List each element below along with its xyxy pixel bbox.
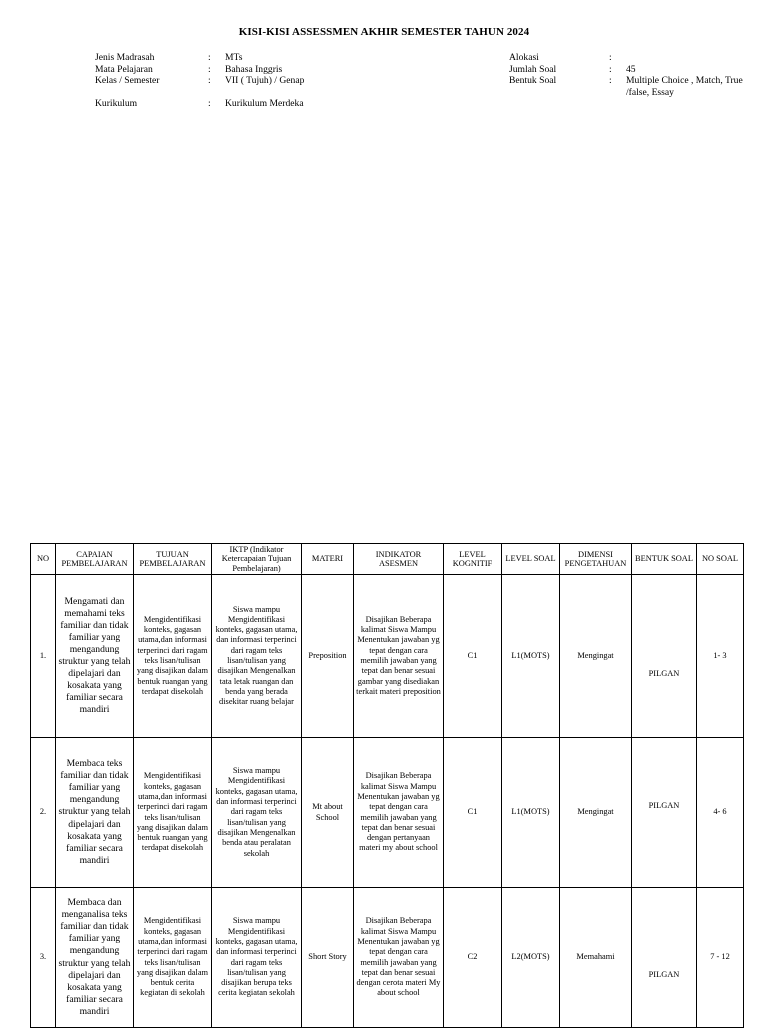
document-title: KISI-KISI ASSESSMEN AKHIR SEMESTER TAHUN 2024 [238,26,530,38]
cell-no-soal: 1- 3 [697,575,744,738]
table-row [31,575,744,738]
bentuk-soal-text: PILGAN [648,668,680,678]
info-value: Kurikulum Merdeka [225,97,304,109]
info-label: Jenis Madrasah [95,52,155,63]
info-row-mata-pelajaran [95,64,304,76]
header-cell: LEVEL SOAL [502,544,560,575]
info-row-jumlah-soal [509,64,751,76]
info-label: Bentuk Soal [509,75,557,86]
info-label: Kelas / Semester [95,75,160,86]
header-cell: BENTUK SOAL [632,544,697,575]
info-row-jenis-madrasah [95,52,304,64]
info-separator: : [208,63,211,75]
info-value: VII ( Tujuh) / Genap [225,75,305,86]
info-separator: : [208,52,211,63]
info-label: Mata Pelajaran [95,63,153,75]
header-cell: TUJUAN PEMBELAJARAN [134,544,212,575]
header-info-left [95,52,304,109]
cell-tujuan: Mengidentifikasi konteks, gagasan utama,dan informasi terperinci dari ragam teks lisan/tulisan yang disajikan dalam bentuk ruangan yang terdapat disekolah [134,738,212,888]
info-value: MTs [225,52,243,63]
info-value: Bahasa Inggris [225,63,283,75]
cell-level-soal: L2(MOTS) [502,888,560,1028]
cell-no: 1. [31,575,56,738]
cell-level-kognitif: C2 [444,888,502,1028]
info-value [626,52,751,64]
cell-bentuk-soal [632,575,697,738]
table-row [31,888,744,1028]
cell-tujuan: Mengidentifikasi konteks, gagasan utama,dan informasi terperinci dari ragam teks lisan/tulisan yang disajikan dalam bentuk cerita kegiatan di sekolah [134,888,212,1028]
cell-tujuan: Mengidentifikasi konteks, gagasan utama,dan informasi terperinci dari ragam teks lisan/tulisan yang disajikan dalam bentuk ruangan yang terdapat disekolah [134,575,212,738]
cell-dimensi: Mengingat [560,738,632,888]
info-label: Alokasi [509,52,539,63]
cell-capaian: Membaca teks familiar dan tidak familiar yang mengandung struktur yang telah dipelajari dan kosakata yang familiar secara mandiri [56,738,134,888]
info-value: 45 [626,63,636,75]
info-row-alokasi [509,52,751,64]
cell-indikator: Disajikan Beberapa kalimat Siswa Mampu Menentukan jawaban yg tepat dengan cara memilih jawaban yang tepat dan benar sesuai dengan cerota materi My about school [354,888,444,1028]
cell-bentuk-soal [632,738,697,888]
header-cell: NO SOAL [697,544,744,575]
info-row-bentuk-soal [509,75,751,98]
kisi-kisi-table [30,543,744,1028]
info-row-kurikulum [95,98,304,110]
cell-capaian: Mengamati dan memahami teks familiar dan tidak familiar yang mengandung struktur yang telah dipelajari dan kosakata yang familiar secara mandiri [56,575,134,738]
header-cell: CAPAIAN PEMBELAJARAN [56,544,134,575]
info-separator: : [208,97,211,109]
cell-no-soal: 7 - 12 [697,888,744,1028]
table-header-row [31,544,744,575]
cell-capaian: Membaca dan menganalisa teks familiar dan tidak familiar yang mengandung struktur yang telah dipelajari dan kosakata yang familiar secara mandiri [56,888,134,1028]
cell-dimensi: Memahami [560,888,632,1028]
bentuk-soal-text: PILGAN [648,801,680,811]
header-cell: INDIKATOR ASESMEN [354,544,444,575]
header-cell: MATERI [302,544,354,575]
cell-level-kognitif: C1 [444,738,502,888]
cell-level-kognitif: C1 [444,575,502,738]
cell-no-soal: 4- 6 [697,738,744,888]
info-separator: : [208,75,211,86]
info-value: Multiple Choice , Match, True /false, Essay [626,75,743,98]
cell-indikator: Disajikan Beberapa kalimat Siswa Mampu Menentukan jawaban yg tepat dengan cara memilih jawaban yang tepat dan benar sesuai dengan pertanyaan materi my about school [354,738,444,888]
header-cell: IKTP (Indikator Ketercapaian Tujuan Pembelajaran) [212,544,302,575]
info-label: Kurikulum [95,97,138,109]
cell-level-soal: L1(MOTS) [502,575,560,738]
cell-no: 2. [31,738,56,888]
cell-dimensi: Mengingat [560,575,632,738]
info-separator: : [609,63,612,75]
header-info-right [509,52,751,98]
header-cell: LEVEL KOGNITIF [444,544,502,575]
info-separator: : [609,52,612,63]
cell-materi: Preposition [302,575,354,738]
table-row [31,738,744,888]
cell-iktp: Siswa mampu Mengidentifikasi konteks, gagasan utama, dan informasi terperinci dari ragam teks lisan/tulisan yang disajikan Mengenalkan tata letak ruangan dan benda yang berada disekitar ruang belajar [212,575,302,738]
cell-level-soal: L1(MOTS) [502,738,560,888]
cell-iktp: Siswa mampu Mengidentifikasi konteks, gagasan utama, dan informasi terperinci dari ragam teks lisan/tulisan yang disajikan Mengenalkan benda atau peralatan sekolah [212,738,302,888]
header-cell: DIMENSI PENGETAHUAN [560,544,632,575]
cell-no: 3. [31,888,56,1028]
cell-materi: Mt about School [302,738,354,888]
cell-iktp: Siswa mampu Mengidentifikasi konteks, gagasan utama, dan informasi terperinci dari ragam teks lisan/tulisan yang disajikan berupa teks cerita kegiatan sekolah [212,888,302,1028]
cell-materi: Short Story [302,888,354,1028]
cell-indikator: Disajikan Beberapa kalimat Siswa Mampu Menentukan jawaban yg tepat dengan cara memilih jawaban yang tepat dan benar sesuai gambar yang disediakan terkait materi preposition [354,575,444,738]
info-label: Jumlah Soal [509,63,557,75]
cell-bentuk-soal [632,888,697,1028]
info-separator: : [609,75,612,86]
info-row-kelas-semester [95,75,304,87]
header-cell: NO [31,544,56,575]
bentuk-soal-text: PILGAN [648,970,680,980]
